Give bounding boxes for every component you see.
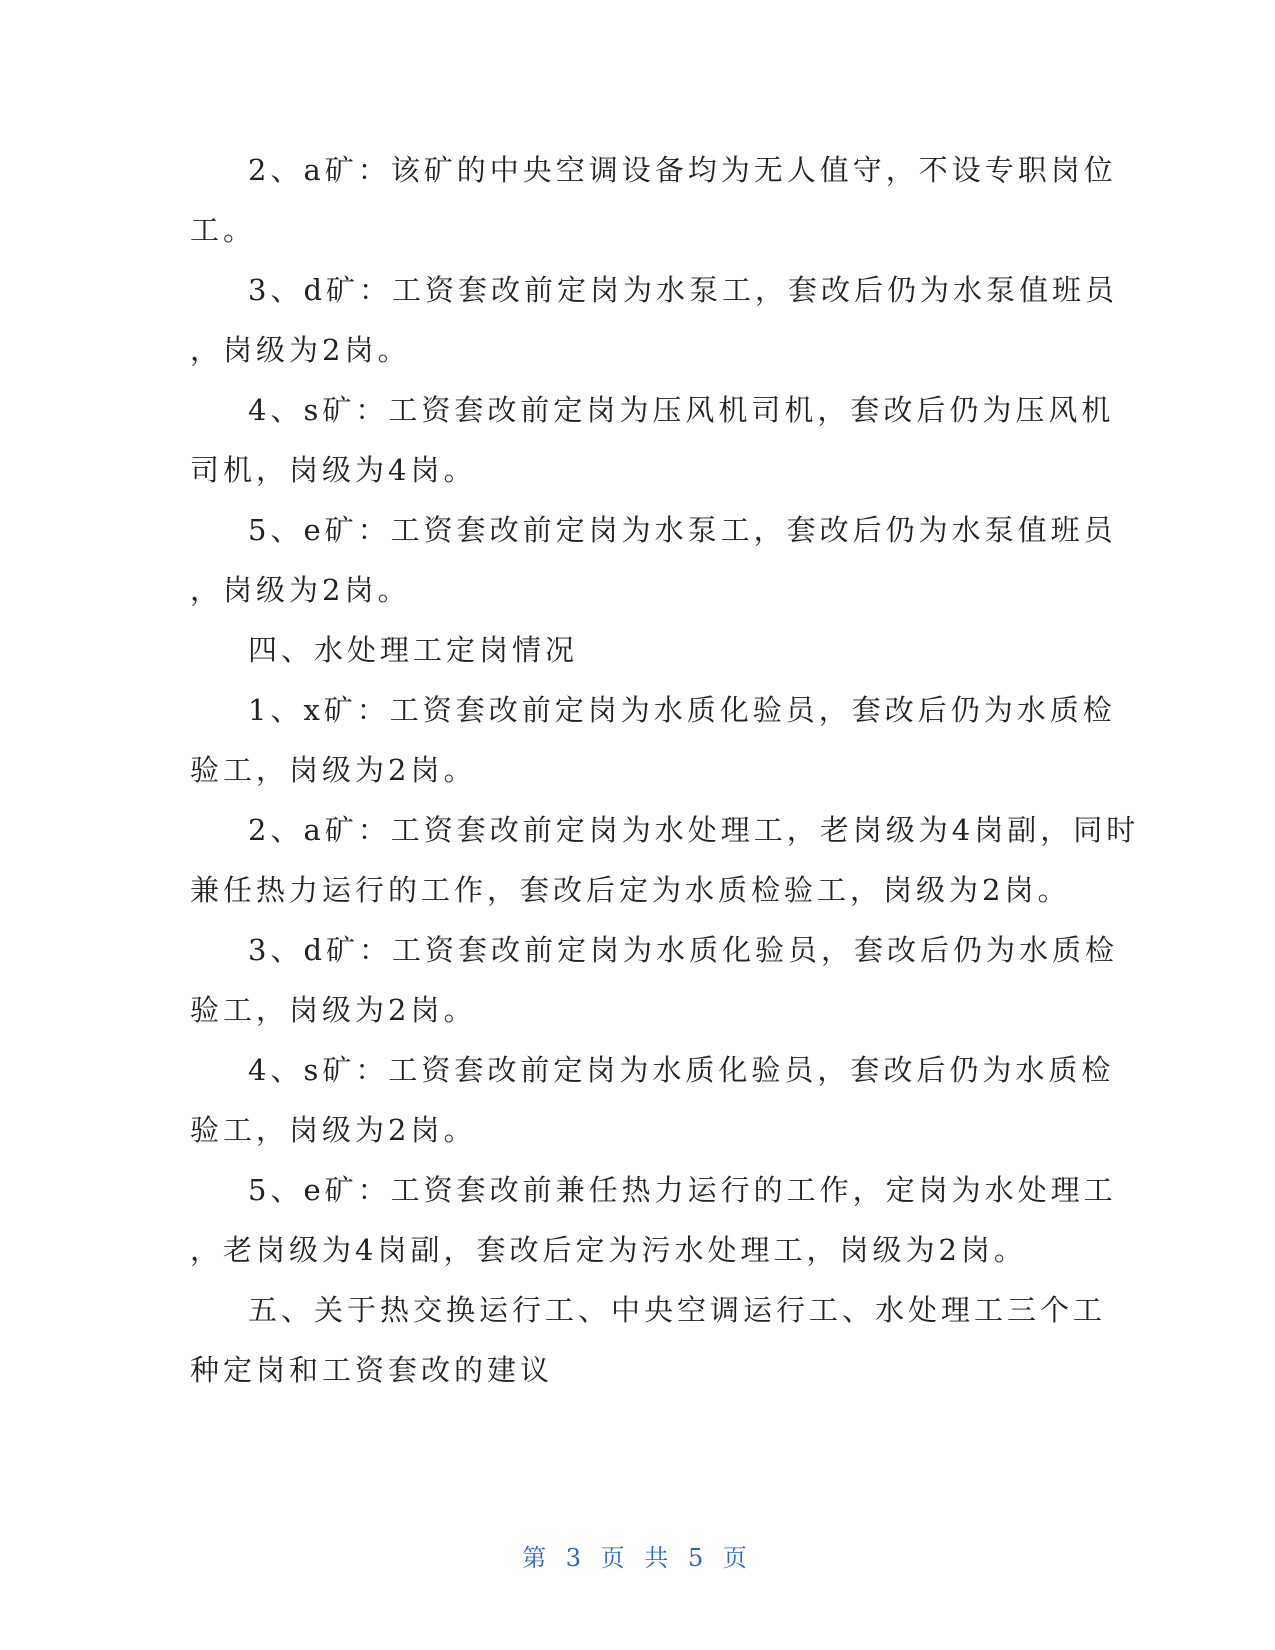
text-line: 3、d矿：工资套改前定岗为水质化验员，套改后仍为水质检 — [248, 933, 1119, 967]
page-number-footer: 第 3 页 共 5 页 — [522, 1544, 753, 1572]
text-line: ，岗级为2岗。 — [190, 573, 411, 607]
text-line: ，老岗级为4岗副，套改后定为污水处理工，岗级为2岗。 — [190, 1233, 1027, 1267]
text-line: 兼任热力运行的工作，套改后定为水质检验工，岗级为2岗。 — [190, 873, 1071, 907]
text-line: 3、d矿：工资套改前定岗为水泵工，套改后仍为水泵值班员 — [248, 273, 1119, 307]
document-body — [190, 140, 1140, 1400]
text-line: 1、x矿：工资套改前定岗为水质化验员，套改后仍为水质检 — [248, 693, 1116, 727]
text-line: 司机，岗级为4岗。 — [190, 453, 477, 487]
section-heading: 五、关于热交换运行工、中央空调运行工、水处理工三个工 — [248, 1293, 1107, 1327]
text-line: 5、e矿：工资套改前定岗为水泵工，套改后仍为水泵值班员 — [248, 513, 1117, 547]
text-line: 5、e矿：工资套改前兼任热力运行的工作，定岗为水处理工 — [248, 1173, 1117, 1207]
text-line: ，岗级为2岗。 — [190, 333, 411, 367]
section-heading: 四、水处理工定岗情况 — [248, 633, 579, 667]
text-line: 2、a矿：该矿的中央空调设备均为无人值守，不设专职岗位 — [248, 153, 1117, 187]
section-heading-continued: 种定岗和工资套改的建议 — [190, 1353, 554, 1387]
text-line: 4、s矿：工资套改前定岗为水质化验员，套改后仍为水质检 — [248, 1053, 1115, 1087]
text-line: 工。 — [190, 213, 257, 247]
text-line: 验工，岗级为2岗。 — [190, 1113, 477, 1147]
text-line: 2、a矿：工资套改前定岗为水处理工，老岗级为4岗副，同时 — [248, 813, 1140, 847]
text-line: 4、s矿：工资套改前定岗为压风机司机，套改后仍为压风机 — [248, 393, 1115, 427]
text-line: 验工，岗级为2岗。 — [190, 993, 477, 1027]
text-line: 验工，岗级为2岗。 — [190, 753, 477, 787]
